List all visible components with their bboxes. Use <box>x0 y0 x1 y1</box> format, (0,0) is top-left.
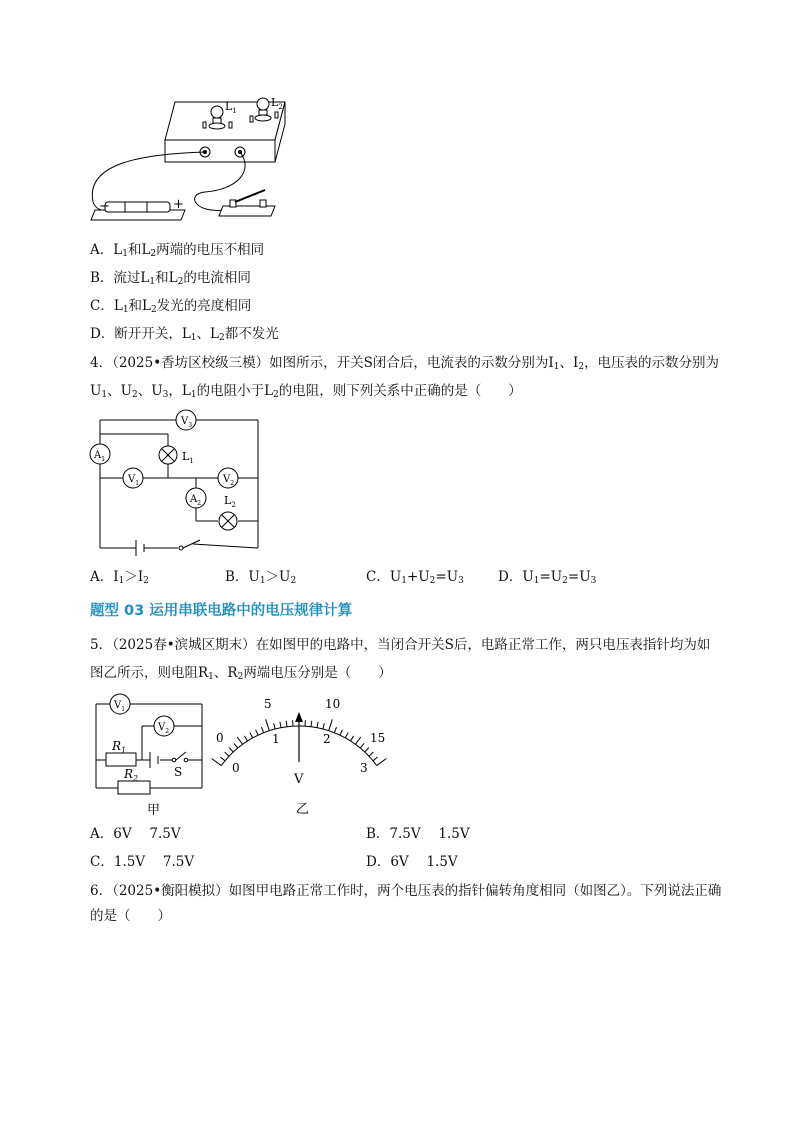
dial-tick <box>334 727 336 733</box>
dial-tick <box>266 719 270 730</box>
q4-voltmeter-v3-icon <box>176 410 196 430</box>
q3-option-d[interactable]: D．断开开关，$L_1$、$L_2$都不发光 <box>90 326 279 343</box>
q5-voltmeter-v2-icon <box>154 716 174 736</box>
q4-stem-line2: $U_1$、$U_2$、$U_3$，$L_1$的电阻小于$L_2$的电阻，则下列关系中正确的是（ ） <box>90 383 522 400</box>
q5-stem-line2: 图乙所示，则电阻$R_1$、$R_2$两端电压分别是（ ） <box>90 665 392 682</box>
section-heading: 题型 03 运用串联电路中的电压规律计算 <box>90 603 353 619</box>
q5-circuit-figure-a <box>90 690 210 820</box>
q5-option-c[interactable]: C．1.5V 7.5V <box>90 854 195 870</box>
q5-voltmeter-v1-icon <box>110 694 130 714</box>
dial-tick <box>345 733 348 738</box>
q3-option-c[interactable]: C．$L_1$和$L_2$发光的亮度相同 <box>90 298 252 315</box>
dial-tick <box>377 759 387 766</box>
q5-caption-a: 甲 <box>147 803 161 818</box>
dial-tick <box>340 730 343 735</box>
q3-label-l1: $L_1$ <box>225 100 237 115</box>
q5-label-switch: S <box>174 765 183 779</box>
dial-tick <box>237 737 242 744</box>
q4-voltmeter-v2-icon <box>218 468 238 488</box>
q5-option-d[interactable]: D．6V 1.5V <box>366 854 458 870</box>
q4-lamp-l1-icon <box>159 446 194 465</box>
svg-text:V2: $V_2$ <box>158 722 170 735</box>
dial-inner-label-3: 3 <box>360 761 368 775</box>
q4-ammeter-a1-icon <box>90 444 110 464</box>
dial-outer-label-10: 10 <box>325 697 341 711</box>
dial-tick <box>355 737 360 744</box>
q3-label-l2: $L_2$ <box>271 96 283 111</box>
svg-text:V2: $V_2$ <box>223 474 235 487</box>
q4-option-d[interactable]: D．$U_1=U_2=U_3$ <box>498 569 597 586</box>
q5-option-a[interactable]: A．6V 7.5V <box>90 826 181 842</box>
q4-lamp-l2-icon <box>219 494 237 530</box>
dial-tick <box>323 723 324 729</box>
q5-meter-figure-b <box>210 692 400 820</box>
battery-plus-label: + <box>173 197 184 212</box>
dial-tick <box>373 757 378 761</box>
svg-text:A1: $A_1$ <box>94 450 106 463</box>
q5-label-r1: $R_1$ <box>112 739 127 755</box>
q5-option-b[interactable]: B．7.5V 1.5V <box>366 826 470 842</box>
q4-option-b[interactable]: B．$U_1>U_2$ <box>225 569 297 586</box>
dial-outer-label-5: 5 <box>264 697 272 711</box>
svg-text:V1: $V_1$ <box>114 700 126 713</box>
q4-stem-line1: 4．（2025•香坊区校级三模）如图所示，开关S闭合后，电流表的示数分别为$I_1$、$I_2$，电压表的示数分别为 <box>90 355 720 372</box>
svg-text:L2: $L_2$ <box>224 494 236 509</box>
q6-stem-line1: 6．（2025•衡阳模拟）如图甲电路正常工作时，两个电压表的指针偏转角度相同（如图乙）。下列说法正确 <box>90 883 722 899</box>
q4-option-c[interactable]: C．$U_1+U_2=U_3$ <box>366 569 464 586</box>
q6-stem-line2: 的是（ ） <box>90 908 171 924</box>
dial-tick <box>311 721 312 727</box>
dial-tick <box>256 730 259 735</box>
dial-tick <box>261 727 263 733</box>
dial-inner-label-1: 1 <box>272 732 280 746</box>
dial-tick <box>369 752 373 756</box>
dial-outer-label-0: 0 <box>216 731 224 745</box>
q4-option-a[interactable]: A．$I_1>I_2$ <box>90 569 149 586</box>
dial-inner-label-2: 2 <box>323 732 331 746</box>
svg-text:V1: $V_1$ <box>128 474 140 487</box>
dial-tick <box>220 757 225 761</box>
q4-ammeter-a2-icon <box>186 488 206 508</box>
q4-voltmeter-v1-icon <box>123 468 143 488</box>
dial-tick <box>212 759 222 766</box>
q5-caption-b: 乙 <box>296 802 310 817</box>
svg-text:A2: $A_2$ <box>190 494 202 507</box>
dial-tick <box>280 722 281 728</box>
dial-tick <box>350 736 353 741</box>
q5-stem-line1: 5．（2025春•滨城区期末）在如图甲的电路中，当闭合开关S后，电路正常工作，两只电压表指针均为如 <box>90 637 711 653</box>
dial-tick <box>274 723 275 729</box>
dial-tick <box>225 752 229 756</box>
q5-label-r2: $R_2$ <box>124 767 139 783</box>
dial-tick <box>329 719 333 730</box>
dial-tick <box>317 722 318 728</box>
q4-circuit-figure <box>88 408 268 556</box>
dial-tick <box>365 748 369 752</box>
q3-circuit-figure <box>85 92 290 237</box>
q3-option-a[interactable]: A．$L_1$和$L_2$两端的电压不相同 <box>90 242 265 259</box>
dial-tick <box>234 743 238 748</box>
dial-needle-tip <box>295 712 303 722</box>
dial-tick <box>229 748 233 752</box>
q3-option-b[interactable]: B．流过$L_1$和$L_2$的电流相同 <box>90 270 251 287</box>
svg-text:L1: $L_1$ <box>182 450 194 465</box>
svg-text:V3: $V_3$ <box>181 416 193 429</box>
dial-tick <box>244 736 247 741</box>
dial-tick <box>360 743 364 748</box>
dial-inner-label-0: 0 <box>232 761 240 775</box>
dial-unit-label: V <box>294 772 304 787</box>
dial-tick <box>286 721 287 727</box>
dial-tick <box>250 733 253 738</box>
dial-outer-label-15: 15 <box>370 731 386 745</box>
battery-minus-label: − <box>99 199 110 214</box>
